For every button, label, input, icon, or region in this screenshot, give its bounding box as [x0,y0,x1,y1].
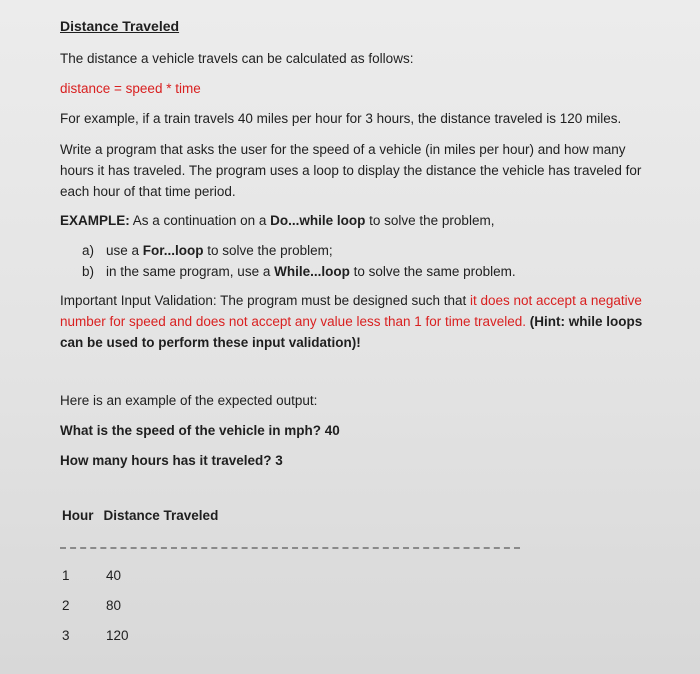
example-sentence: For example, if a train travels 40 miles per hour for 3 hours, the distance traveled is 120 miles. [60,111,622,126]
row-distance: 80 [106,598,122,613]
row-distance: 120 [106,628,129,643]
example-suffix: to solve the problem, [365,213,495,228]
formula-text: distance = speed * time [60,81,201,96]
list-text-post: to solve the same problem. [349,264,516,279]
header-hour: Hour [62,508,94,523]
list-text-pre: in the same program, use a [106,264,275,279]
list-item [82,261,516,282]
prompt-hours: How many hours has it traveled? 3 [60,453,283,468]
list-text-bold: For...loop [142,243,204,258]
intro-text: The distance a vehicle travels can be calculated as follows: [60,51,414,66]
validation-paragraph [60,290,658,353]
header-distance: Distance Traveled [103,508,219,523]
example-instruction [60,210,494,231]
validation-post: (Hint: while loops can be used to perform these input validation)! [60,314,643,350]
example-loop-name: Do...while loop [270,213,366,228]
list-marker: a) [82,243,95,258]
list-marker: b) [82,264,95,279]
list-item [82,240,333,261]
row-hour: 1 [62,568,70,583]
validation-pre: Important Input Validation: The program must be designed such that [60,293,470,308]
row-hour: 3 [62,628,70,643]
table-row [62,628,129,643]
dashed-divider [60,547,520,549]
document-title: Distance Traveled [60,18,180,34]
example-label: EXAMPLE: [60,213,130,228]
prompt-speed: What is the speed of the vehicle in mph? 40 [60,423,340,438]
table-row [62,598,121,613]
validation-red: it does not accept a negative number for speed and does not accept any value less than 1 for time traveled. [60,293,642,329]
row-distance: 40 [106,568,122,583]
task-paragraph: Write a program that asks the user for the speed of a vehicle (in miles per hour) and how many hours it has traveled. The program uses a loop to display the distance the vehicle has traveled for each hour of that time period. [60,142,642,199]
output-intro: Here is an example of the expected output: [60,393,318,408]
table-header [62,508,228,523]
example-middle: As a continuation on a [129,213,271,228]
list-text-post: to solve the problem; [203,243,333,258]
list-text-bold: While...loop [274,264,350,279]
table-row [62,568,121,583]
list-text-pre: use a [106,243,143,258]
row-hour: 2 [62,598,70,613]
